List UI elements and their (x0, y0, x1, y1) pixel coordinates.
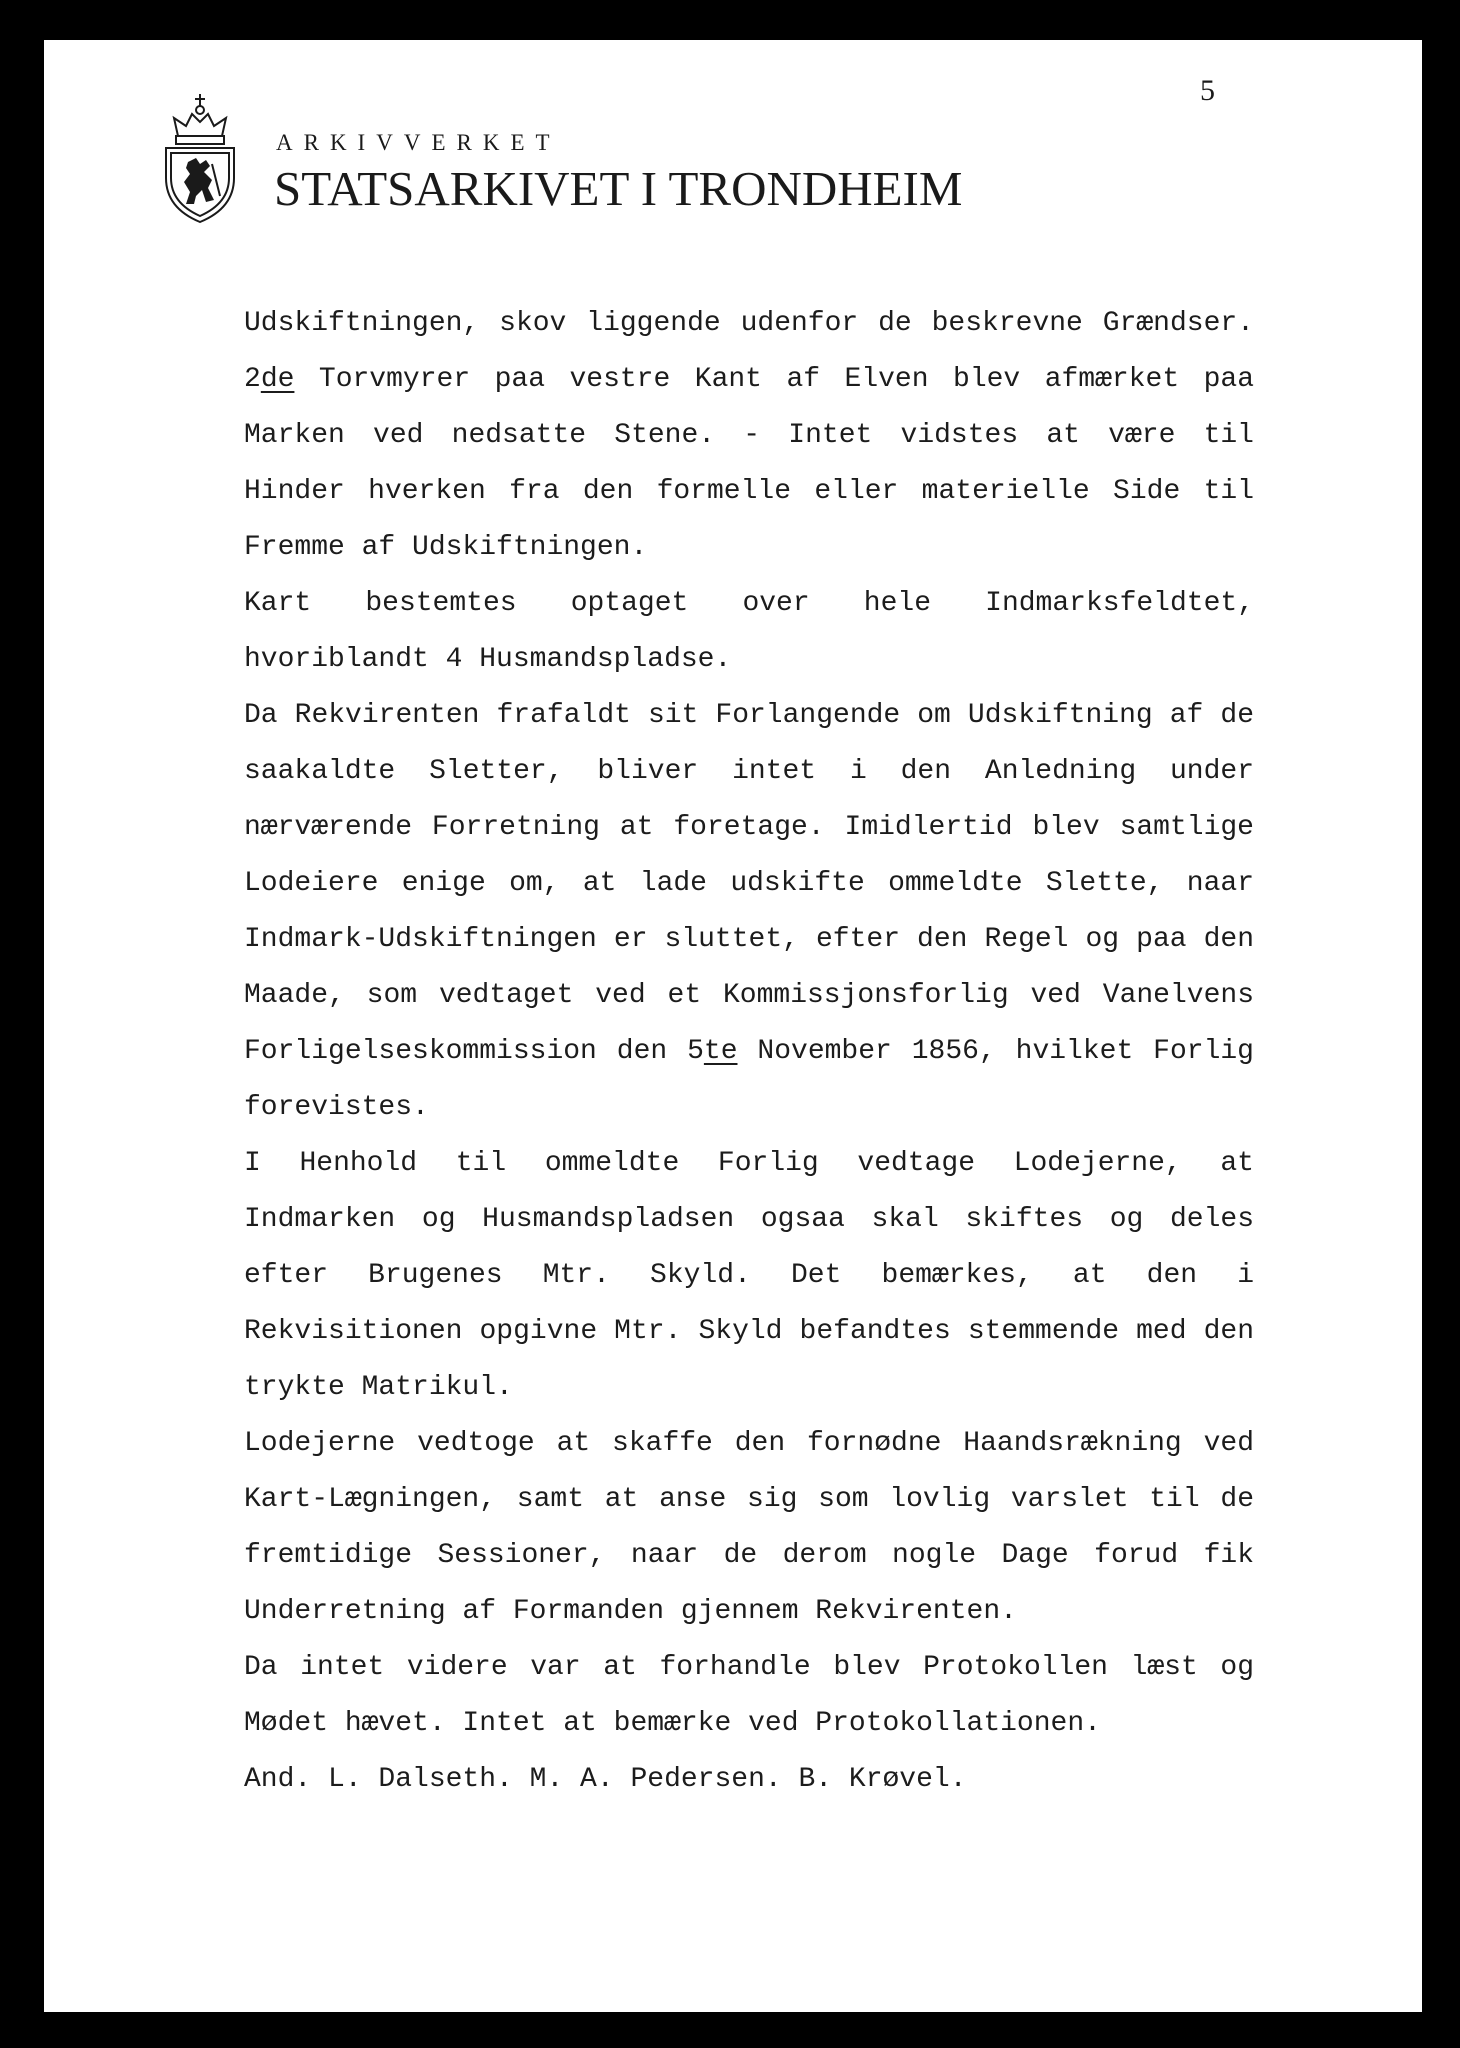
text-line: Hinder hverken fra den formelle eller materielle Side til (244, 476, 1254, 507)
text-line: Lodejerne vedtoge at skaffe den fornødne Haandsrækning ved (244, 1428, 1254, 1459)
signature-line: And. L. Dalseth. M. A. Pedersen. B. Krøvel. (244, 1764, 967, 1795)
text-line: Marken ved nedsatte Stene. - Intet vidstes at være til (244, 420, 1254, 451)
coat-of-arms-icon (160, 92, 240, 224)
text-line: saakaldte Sletter, bliver intet i den Anledning under (244, 756, 1254, 787)
text-line: Mødet hævet. Intet at bemærke ved Protokollationen. (244, 1708, 1101, 1739)
text-line: hvoriblandt 4 Husmandspladse. (244, 644, 732, 675)
text-line: Lodeiere enige om, at lade udskifte ommeldte Slette, naar (244, 868, 1254, 899)
text-line: Maade, som vedtaget ved et Kommissjonsforlig ved Vanelvens (244, 980, 1254, 1011)
text-line: Underretning af Formanden gjennem Rekvirenten. (244, 1596, 1017, 1627)
text-line: Rekvisitionen opgivne Mtr. Skyld befandtes stemmende med den (244, 1316, 1254, 1347)
text-line: Fremme af Udskiftningen. (244, 532, 648, 563)
text-line: 2de Torvmyrer paa vestre Kant af Elven blev afmærket paa (244, 364, 1254, 395)
archive-office-name: STATSARKIVET I TRONDHEIM (274, 161, 963, 216)
text-line: nærværende Forretning at foretage. Imidlertid blev samtlige (244, 812, 1254, 843)
text-line: Indmarken og Husmandspladsen ogsaa skal skiftes og deles (244, 1204, 1254, 1235)
text-line: trykte Matrikul. (244, 1372, 513, 1403)
text-line: forevistes. (244, 1092, 429, 1123)
archive-agency-name: ARKIVVERKET (276, 130, 561, 155)
document-body (244, 296, 1254, 1808)
text-line: Indmark-Udskiftningen er sluttet, efter den Regel og paa den (244, 924, 1254, 955)
text-line: fremtidige Sessioner, naar de derom nogle Dage forud fik (244, 1540, 1254, 1571)
text-line: Da intet videre var at forhandle blev Protokollen læst og (244, 1652, 1254, 1683)
text-line: Kart-Lægningen, samt at anse sig som lovlig varslet til de (244, 1484, 1254, 1515)
page-number: 5 (1200, 74, 1215, 107)
text-line: Kart bestemtes optaget over hele Indmarksfeldtet, (244, 588, 1254, 619)
text-line: efter Brugenes Mtr. Skyld. Det bemærkes, at den i (244, 1260, 1254, 1291)
text-line: Da Rekvirenten frafaldt sit Forlangende om Udskiftning af de (244, 700, 1254, 731)
text-line: Udskiftningen, skov liggende udenfor de beskrevne Grændser. (244, 308, 1254, 339)
text-line: I Henhold til ommeldte Forlig vedtage Lodejerne, at (244, 1148, 1254, 1179)
text-line: Forligelseskommission den 5te November 1856, hvilket Forlig (244, 1036, 1254, 1067)
